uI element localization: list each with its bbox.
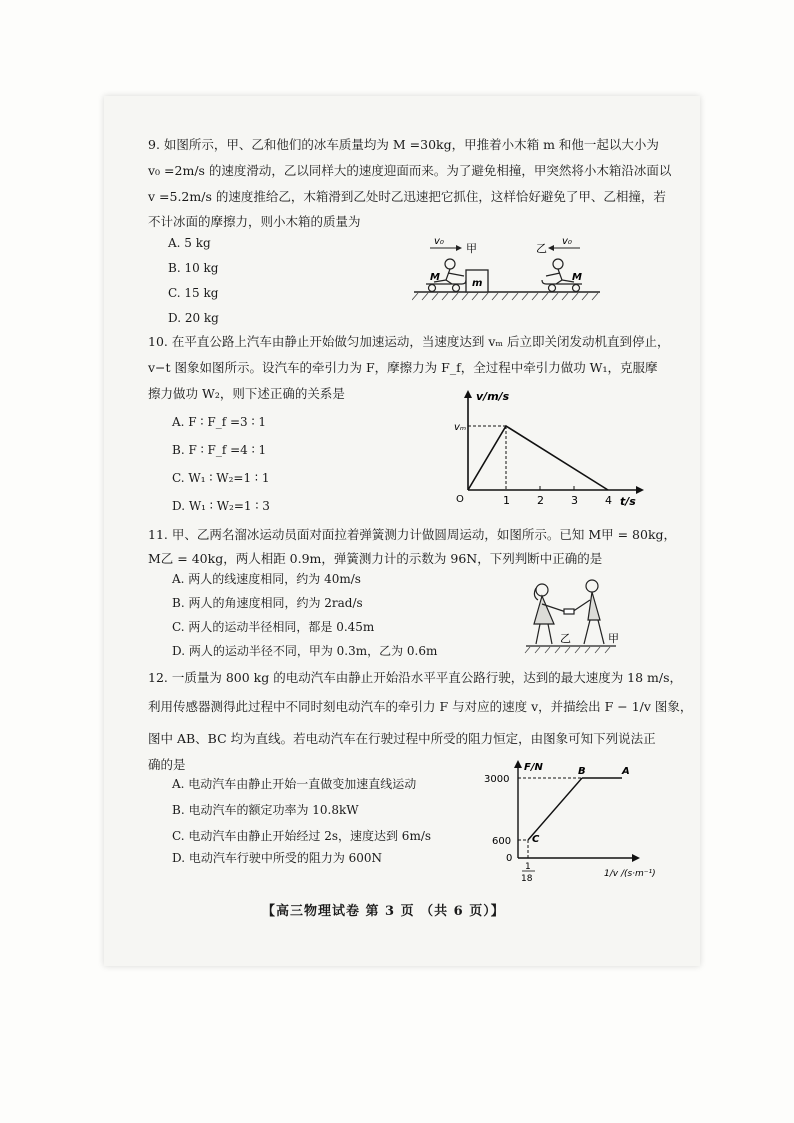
q9-line-2: v₀ =2m/s 的速度滑动，乙以同样大的速度迎面而来。为了避免相撞，甲突然将小木箱沿冰面以: [148, 163, 672, 178]
q10-graph-xlabel: t/s: [620, 495, 636, 508]
q9-option-d: D. 20 kg: [168, 311, 219, 325]
q10-line-3: 擦力做功 W₂，则下述正确的关系是: [148, 386, 345, 401]
page-footer: 【高三物理试卷 第 3 页 （共 6 页）】: [262, 904, 505, 919]
q12-graph-origin: 0: [506, 853, 513, 864]
q11-line-2: M乙 = 40kg，两人相距 0.9m，弹簧测力计的示数为 96N，下列判断中正确的是: [148, 551, 603, 566]
q9-option-c: C. 15 kg: [168, 286, 219, 300]
q9-fig-v0-right: v₀: [562, 236, 572, 247]
q11-option-a: A. 两人的线速度相同，约为 40m/s: [172, 572, 361, 586]
q10-graph-xtick-3: 3: [571, 494, 578, 507]
q10-option-a: A. F ∶ F_f =3 ∶ 1: [172, 415, 267, 429]
q10-option-c: C. W₁ ∶ W₂=1 ∶ 1: [172, 471, 270, 485]
q9-fig-jia-label: 甲: [466, 242, 477, 255]
q11-fig-jia: 甲: [608, 632, 619, 645]
q9-line-1: 9. 如图所示，甲、乙和他们的冰车质量均为 M =30kg，甲推着小木箱 m 和他一起以大小为: [148, 137, 659, 152]
q10-line-2: v−t 图象如图所示。设汽车的牵引力为 F，摩擦力为 F_f，全过程中牵引力做功 W₁，克服摩: [148, 360, 658, 375]
q11-fig-yi: 乙: [560, 632, 571, 645]
q10-graph-xtick-1: 1: [503, 494, 510, 507]
q9-option-a: A. 5 kg: [168, 236, 211, 250]
q9-fig-v0-left: v₀: [434, 236, 444, 247]
q11-option-c: C. 两人的运动半径相同，都是 0.45m: [172, 620, 375, 634]
q12-line-3: 图中 AB、BC 均为直线。若电动汽车在行驶过程中所受的阻力恒定，由图象可知下列说法正: [148, 731, 656, 746]
q9-fig-yi-label: 乙: [536, 242, 547, 255]
q11-option-d: D. 两人的运动半径不同，甲为 0.3m，乙为 0.6m: [172, 644, 438, 658]
q12-line-BC: [528, 778, 582, 840]
q11-option-b: B. 两人的角速度相同，约为 2rad/s: [172, 596, 363, 610]
q12-graph-y600: 600: [492, 836, 512, 847]
q9-figure: [412, 230, 602, 310]
q12-graph-xlabel: 1/v /(s·m⁻¹): [604, 869, 656, 879]
q11-figure: [520, 578, 620, 660]
q12-option-c: C. 电动汽车由静止开始经过 2s，速度达到 6m/s: [172, 829, 432, 843]
q12-graph-x-den: 18: [521, 874, 533, 884]
q12-graph-y3000: 3000: [484, 774, 510, 785]
q10-line-1: 10. 在平直公路上汽车由静止开始做匀加速运动，当速度达到 vₘ 后立即关闭发动机直到停止，: [148, 334, 670, 349]
q9-fig-M-left: M: [430, 272, 440, 283]
q12-line-4: 确的是: [148, 757, 186, 772]
q10-graph-xtick-2: 2: [537, 494, 544, 507]
q10-option-b: B. F ∶ F_f =4 ∶ 1: [172, 443, 267, 457]
q12-option-a: A. 电动汽车由静止开始一直做变加速直线运动: [172, 777, 417, 791]
q12-F-graph: [482, 758, 662, 888]
q9-fig-M-right: M: [572, 272, 582, 283]
q9-fig-m: m: [472, 278, 483, 289]
q10-vt-graph: [450, 388, 650, 510]
q9-option-b: B. 10 kg: [168, 261, 219, 275]
q9-line-4: 不计冰面的摩擦力，则小木箱的质量为: [148, 214, 361, 229]
q12-graph-B: B: [578, 766, 586, 777]
q12-line-2: 利用传感器测得此过程中不同时刻电动汽车的牵引力 F 与对应的速度 v，并描绘出 F − 1/v 图象，: [148, 699, 693, 714]
q10-graph-xtick-4: 4: [605, 494, 612, 507]
q12-graph-ylabel: F/N: [524, 762, 543, 773]
q12-graph-x-num: 1: [525, 862, 531, 872]
q12-line-1: 12. 一质量为 800 kg 的电动汽车由静止开始沿水平平直公路行驶，达到的最大速度为 18 m/s，: [148, 670, 683, 685]
q12-option-d: D. 电动汽车行驶中所受的阻力为 600N: [172, 851, 383, 865]
q10-graph-origin: O: [456, 494, 464, 505]
q11-yi-head: [536, 584, 548, 596]
q12-graph-C: C: [532, 834, 540, 845]
q12-graph-A: A: [622, 766, 630, 777]
q10-option-d: D. W₁ ∶ W₂=1 ∶ 3: [172, 499, 270, 513]
q9-line-3: v =5.2m/s 的速度推给乙，木箱滑到乙处时乙迅速把它抓住，这样恰好避免了甲、乙相撞，若: [148, 189, 666, 204]
q11-line-1: 11. 甲、乙两名溜冰运动员面对面拉着弹簧测力计做圆周运动，如图所示。已知 M甲 = 80kg，: [148, 527, 677, 542]
q12-option-b: B. 电动汽车的额定功率为 10.8kW: [172, 803, 359, 817]
q10-vt-line: [468, 426, 608, 490]
q11-jia-head: [586, 580, 598, 592]
q10-graph-ylabel: v/m/s: [476, 390, 510, 403]
q10-graph-vm: vₘ: [454, 422, 467, 433]
